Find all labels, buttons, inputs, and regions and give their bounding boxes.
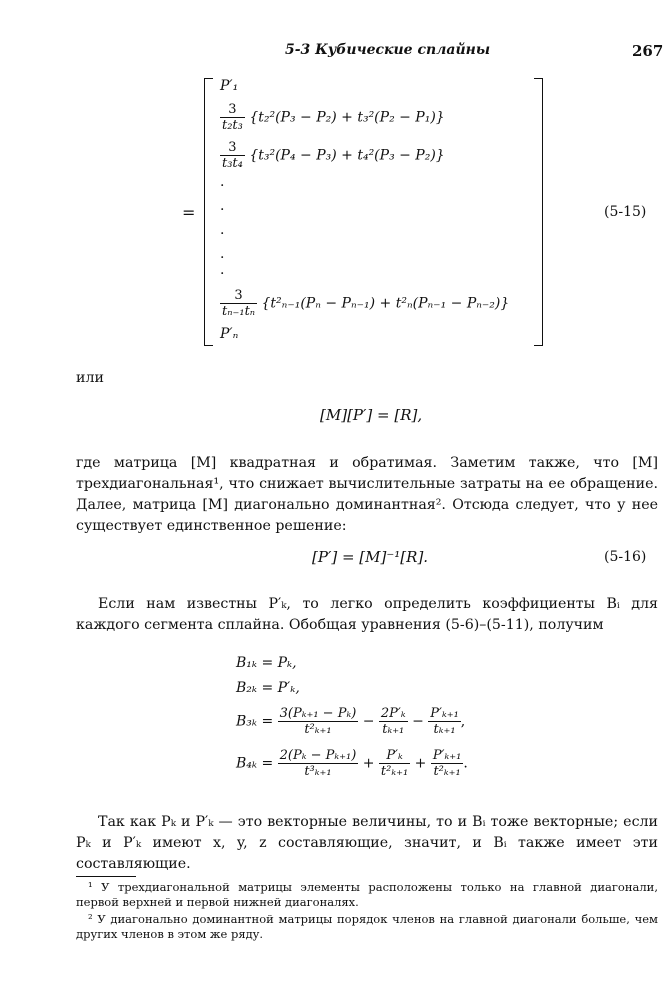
equation-b4-lhs: B₄ₖ = xyxy=(236,755,274,772)
paragraph-1: где матрица [M] квадратная и обратимая. Заметим также, что [M] трехдиагональная¹, что снижает вычислительные затраты на ее обращение. Далее, матрица [M] диагонально доминантная². Отсюда следует, что у нее существует единственное решение: xyxy=(76,455,658,534)
paragraph-3: Так как Pₖ и P′ₖ — это векторные величины, то и Bᵢ тоже векторные; если Pₖ и P′ₖ имеют x, y, z составляющие, значит, и Bᵢ также имеет эти составляющие. xyxy=(76,814,658,872)
matrix-row-2-body: {t₂²(P₃ − P₂) + t₃²(P₂ − P₁)} xyxy=(249,109,445,126)
paragraph-2: Если нам известны P′ₖ, то легко определить коэффициенты Bᵢ для каждого сегмента сплайна. Обобщая уравнения (5-6)–(5-11), получим xyxy=(76,596,658,633)
equation-b3-lhs: B₃ₖ = xyxy=(236,713,274,730)
b3-frac3-num: P′ₖ₊₁ xyxy=(430,706,459,721)
b4-frac2-den: t²ₖ₊₁ xyxy=(380,764,409,779)
left-bracket xyxy=(204,78,213,346)
matrix-row-n-num: 3 xyxy=(220,288,257,304)
matrix-row-last: P′ₙ xyxy=(220,326,239,342)
b3-end: , xyxy=(460,713,466,730)
matrix-row-3-num: 3 xyxy=(220,140,245,156)
footnote-rule xyxy=(76,876,136,877)
b4-frac3-num: P′ₖ₊₁ xyxy=(432,748,462,763)
running-header-title: 5-3 Кубические сплайны xyxy=(285,42,491,58)
b4-end: . xyxy=(463,755,468,772)
matrix-dot: · xyxy=(220,266,225,282)
equation-b4 xyxy=(236,748,468,779)
b3-frac3-den: tₖ₊₁ xyxy=(433,722,456,737)
b3-frac1-num: 3(Pₖ₊₁ − Pₖ) xyxy=(279,706,357,721)
equation-label-5-16: (5-16) xyxy=(604,549,647,565)
equation-b2: B₂ₖ = P′ₖ, xyxy=(236,680,300,696)
or-word: или xyxy=(76,370,104,386)
matrix-dot: · xyxy=(220,250,225,266)
page-number: 267 xyxy=(632,42,664,60)
matrix-row-2-den: t₂t₃ xyxy=(222,118,243,133)
equation-b1: B₁ₖ = Pₖ, xyxy=(236,655,297,671)
b4-plus: + xyxy=(362,755,375,772)
matrix-row-n-body: {t²ₙ₋₁(Pₙ − Pₙ₋₁) + t²ₙ(Pₙ₋₁ − Pₙ₋₂)} xyxy=(261,295,510,312)
matrix-row-3-body: {t₃²(P₄ − P₃) + t₄²(P₃ − P₂)} xyxy=(249,147,445,164)
b4-frac3-den: t²ₖ₊₁ xyxy=(433,764,461,779)
b4-frac1-den: t³ₖ₊₁ xyxy=(304,764,332,779)
matrix-dot: · xyxy=(220,226,225,242)
equals-sign: = xyxy=(182,203,196,222)
b3-minus: − xyxy=(412,713,424,730)
b4-frac2-num: P′ₖ xyxy=(379,748,410,764)
matrix-row-2 xyxy=(220,102,445,133)
b3-frac2-den: tₖ₊₁ xyxy=(382,722,405,737)
equation-label-5-15: (5-15) xyxy=(604,204,647,220)
matrix-row-n xyxy=(220,288,509,319)
matrix-dot: · xyxy=(220,202,225,218)
matrix-row-3 xyxy=(220,140,445,171)
matrix-dot: · xyxy=(220,178,225,194)
footnote-1: ¹ У трехдиагональной матрицы элементы расположены только на главной диагонали, первой верхней и первой нижней диагоналях. xyxy=(76,880,658,909)
matrix-row-1: P′₁ xyxy=(220,78,239,94)
equation-b3 xyxy=(236,706,465,737)
b3-minus: − xyxy=(362,713,375,730)
b4-plus: + xyxy=(414,755,427,772)
b4-frac1-num: 2(Pₖ − Pₖ₊₁) xyxy=(279,748,357,763)
matrix-row-n-den: tₙ₋₁tₙ xyxy=(222,304,256,319)
matrix-row-3-den: t₃t₄ xyxy=(222,156,243,171)
equation-mpr: [M][P′] = [R], xyxy=(320,406,423,424)
matrix-row-2-num: 3 xyxy=(220,102,245,118)
footnote-2: ² У диагонально доминантной матрицы порядок членов на главной диагонали больше, чем других членов в этом же ряду. xyxy=(76,912,658,941)
b3-frac1-den: t²ₖ₊₁ xyxy=(304,722,332,737)
right-bracket xyxy=(534,78,543,346)
b3-frac2-num: 2P′ₖ xyxy=(380,706,406,721)
equation-inverse: [P′] = [M]⁻¹[R]. xyxy=(312,548,429,566)
